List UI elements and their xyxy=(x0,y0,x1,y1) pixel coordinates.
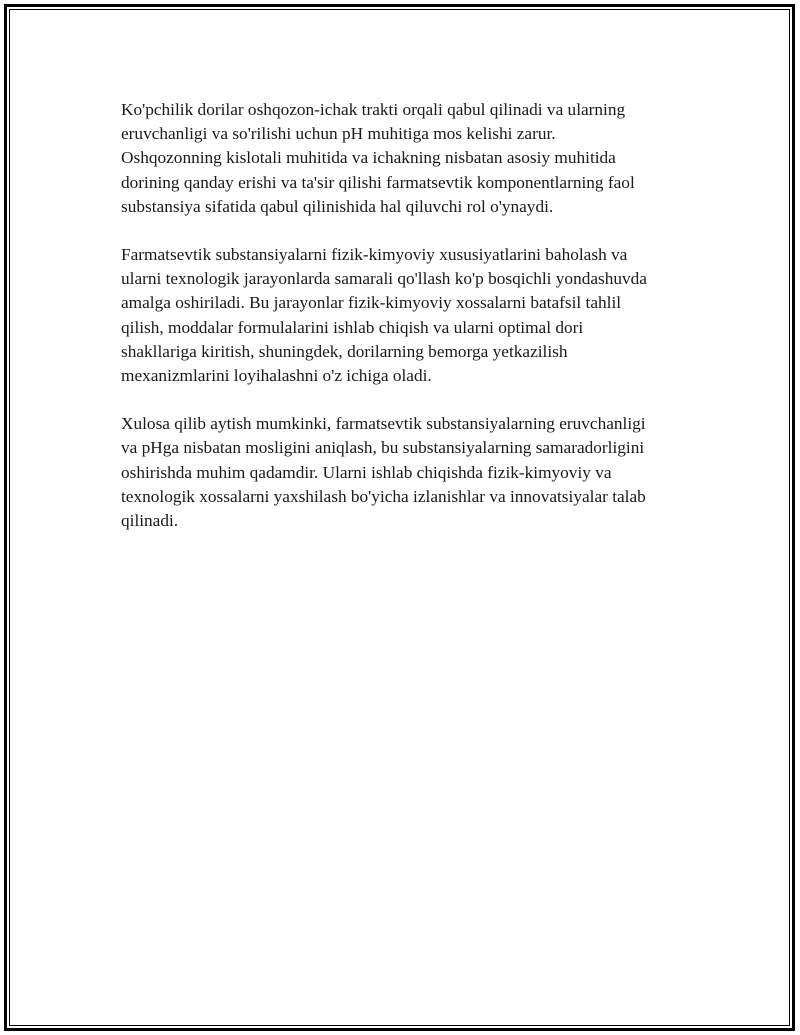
text-line: texnologik xossalarni yaxshilash bo'yicha izlanishlar va innovatsiyalar talab xyxy=(121,486,646,506)
paragraph-3 xyxy=(121,412,691,533)
text-line: mexanizmlarini loyihalashni o'z ichiga oladi. xyxy=(121,366,432,386)
text-line: Xulosa qilib aytish mumkinki, farmatsevtik substansiyalarning eruvchanligi xyxy=(121,414,646,434)
text-line: Ko'pchilik dorilar oshqozon-ichak trakti orqali qabul qilinadi va ularning xyxy=(121,100,626,119)
text-line: dorining qanday erishi va ta'sir qilishi farmatsevtik komponentlarning faol xyxy=(121,172,635,192)
text-line: amalga oshiriladi. Bu jarayonlar fizik-kimyoviy xossalarni batafsil tahlil xyxy=(121,293,622,313)
paragraph-2 xyxy=(121,243,691,388)
page-border xyxy=(4,4,795,1031)
text-line: ularni texnologik jarayonlarda samarali qo'llash ko'p bosqichli yondashuvda xyxy=(121,269,647,289)
text-line: qilish, moddalar formulalarini ishlab chiqish va ularni optimal dori xyxy=(121,317,584,337)
text-line: substansiya sifatida qabul qilinishida hal qiluvchi rol o'ynaydi. xyxy=(121,196,554,216)
text-line: Oshqozonning kislotali muhitida va ichakning nisbatan asosiy muhitida xyxy=(121,148,616,168)
document-body xyxy=(121,98,691,557)
text-line: Farmatsevtik substansiyalarni fizik-kimyoviy xususiyatlarini baholash va xyxy=(121,245,628,265)
text-line: qilinadi. xyxy=(121,511,179,531)
text-line: va pHga nisbatan mosligini aniqlash, bu substansiyalarning samaradorligini xyxy=(121,438,645,458)
paragraph-1 xyxy=(121,98,691,219)
text-line: eruvchanligi va so'rilishi uchun pH muhitiga mos kelishi zarur. xyxy=(121,124,556,144)
text-line: oshirishda muhim qadamdir. Ularni ishlab chiqishda fizik-kimyoviy va xyxy=(121,462,612,482)
text-line: shakllariga kiritish, shuningdek, dorilarning bemorga yetkazilish xyxy=(121,341,568,361)
